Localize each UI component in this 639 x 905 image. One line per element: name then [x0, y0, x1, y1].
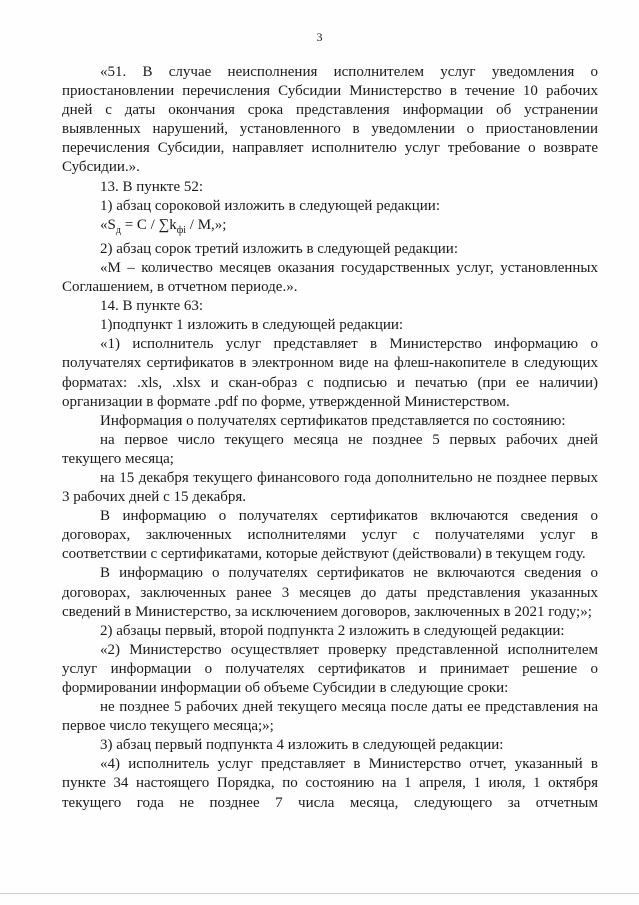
paragraph-item-14-3: Информация о получателях сертификатов представляется по состоянию:: [100, 412, 566, 429]
formula-middle: = C / ∑k: [120, 216, 177, 233]
formula-s-d: [62, 216, 598, 240]
paragraph-item-14-8: 2) абзацы первый, второй подпункта 2 изложить в следующей редакции:: [100, 622, 565, 639]
paragraph-item-13-1: 1) абзац сороковой изложить в следующей редакции:: [100, 197, 440, 214]
paragraph-item-14-2: «1) исполнитель услуг представляет в Министерство информацию о получателях сертификатов в электронном виде на флеш-накопителе в следующих форматах: .xls, .xlsx и скан-образ с подписью и печатью (при ее наличии) организации в формате .pdf по форме, утвержденной Министерством.: [62, 336, 598, 410]
paragraph-item-14-1: 1)подпункт 1 изложить в следующей редакции:: [100, 317, 404, 334]
paragraph-item-14-9: «2) Министерство осуществляет проверку представленной исполнителем услуг информации о получателях сертификатов и принимает решение о формировании информации об объеме Субсидии в следующие сроки:: [62, 641, 598, 696]
document-body: [62, 63, 598, 813]
paragraph-item-14: 14. В пункте 63:: [100, 298, 204, 315]
paragraph-item-14-5: на 15 декабря текущего финансового года дополнительно не позднее первых 3 рабочих дней с 15 декабря.: [62, 469, 598, 506]
paragraph-item-14-4: на первое число текущего месяца не позднее 5 первых рабочих дней текущего месяца;: [62, 431, 598, 467]
page-number: 3: [316, 30, 323, 44]
paragraph-51: «51. В случае неисполнения исполнителем услуг уведомления о приостановлении перечисления Субсидии Министерство в течение 10 рабочих дней с даты окончания срока представления информации об устранении выявленных нарушений, установленного в уведомлении о приостановлении перечисления Субсидии, направляет исполнителю услуг требование о возврате Субсидии.».: [62, 64, 598, 176]
paragraph-item-13-3: «М – количество месяцев оказания государственных услуг, установленных Соглашением, в отчетном периоде.».: [62, 259, 598, 296]
paragraph-item-14-11: 3) абзац первый подпункта 4 изложить в следующей редакции:: [100, 737, 504, 754]
formula-s-subscript: д: [115, 224, 121, 236]
formula-open: «S: [100, 216, 116, 233]
paragraph-item-13: 13. В пункте 52:: [100, 178, 204, 195]
paragraph-item-14-7: В информацию о получателях сертификатов не включаются сведения о договорах, заключенных ранее 3 месяцев до даты представления указанных сведений в Министерство, за исключением договоров, заключенных в 2021 году;»;: [62, 565, 598, 620]
scan-artifact-line: [0, 893, 639, 894]
paragraph-item-14-10: не позднее 5 рабочих дней текущего месяца после даты ее представления на первое число текущего месяца;»;: [62, 699, 598, 735]
formula-k-subscript: фi: [176, 224, 187, 236]
paragraph-item-13-2: 2) абзац сорок третий изложить в следующей редакции:: [100, 240, 458, 257]
paragraph-item-14-6: В информацию о получателях сертификатов включаются сведения о договорах, заключенных исполнителями услуг с получателями услуг в соответствии с сертификатами, которые действуют (действовали) в текущем году.: [62, 508, 598, 563]
formula-end: / M,»;: [186, 216, 227, 233]
paragraph-item-14-12: «4) исполнитель услуг представляет в Министерство отчет, указанный в пункте 34 настоящего Порядка, по состоянию на 1 апреля, 1 июля, 1 октября текущего года не позднее 7 числа месяца, следующего за отчетным: [62, 756, 598, 811]
